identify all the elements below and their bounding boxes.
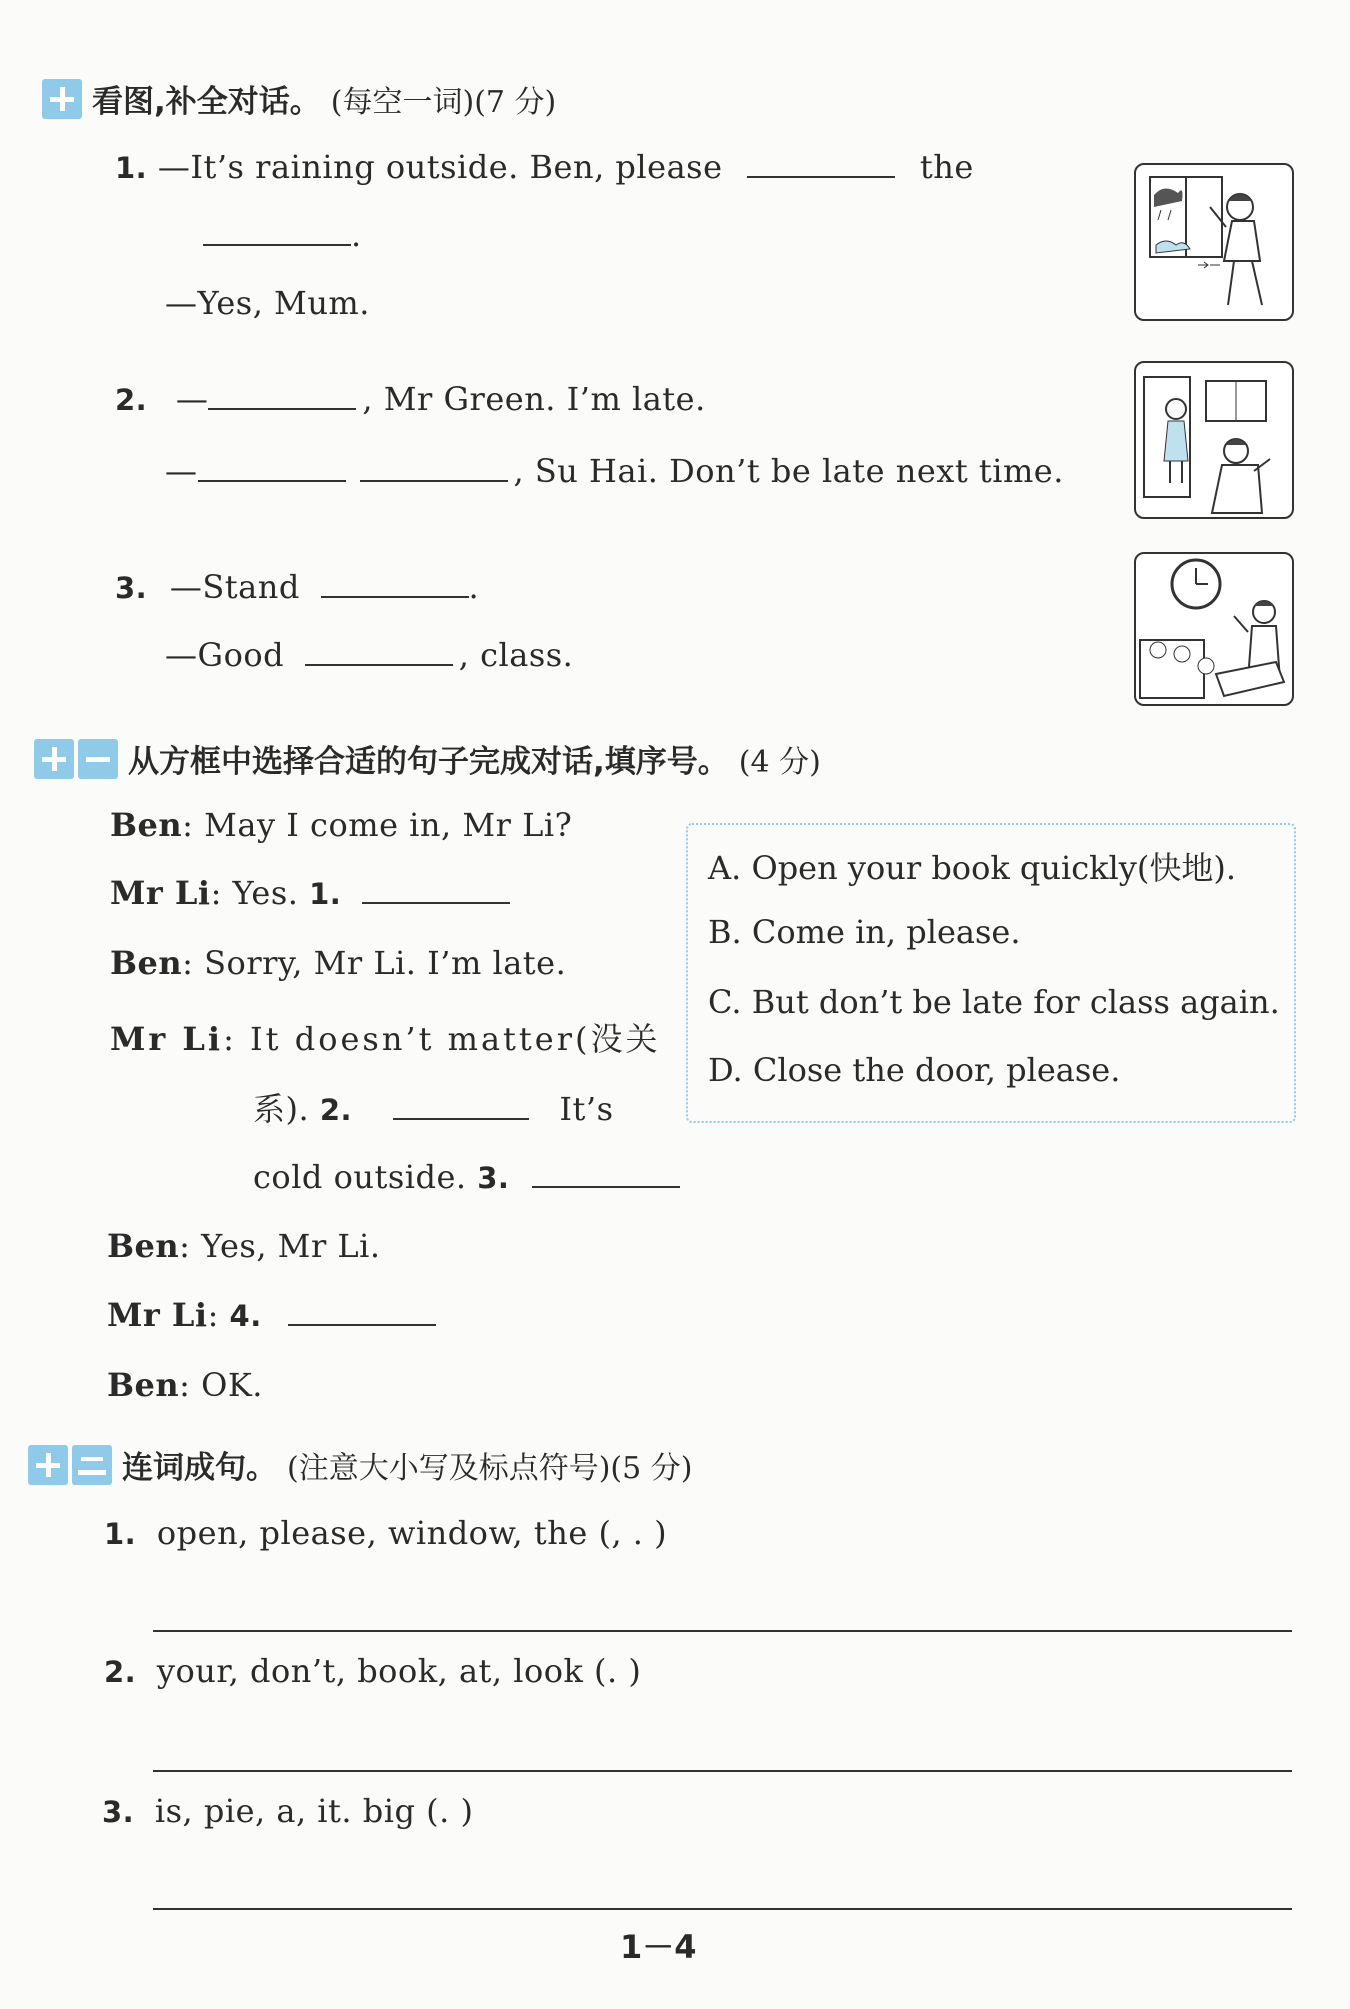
answer-blank[interactable] — [747, 175, 895, 178]
reorder-item-1 — [104, 1514, 667, 1552]
picture-boy-closing-window — [1134, 163, 1294, 321]
dialogue-line-3 — [110, 944, 566, 982]
section-number-badge — [28, 1445, 112, 1485]
dialogue-text: It’s — [559, 1090, 614, 1128]
speaker-name: Mr Li — [107, 1296, 208, 1334]
dialogue-text: —It’s raining outside. Ben, please — [157, 148, 723, 186]
q1-line2 — [203, 216, 362, 254]
dialogue-line-5 — [253, 1084, 613, 1130]
answer-blank[interactable] — [393, 1117, 529, 1120]
q2-line2 — [165, 452, 1064, 490]
answer-blank[interactable] — [305, 663, 453, 666]
dialogue-line-8 — [107, 1296, 436, 1334]
picture-classroom-clock — [1134, 552, 1294, 706]
section-points: (4 分) — [738, 744, 821, 780]
answer-blank[interactable] — [208, 407, 356, 410]
section-points: (每空一词)(7 分) — [330, 84, 557, 120]
option-b: B. Come in, please. — [708, 913, 1021, 951]
dialogue-text: —Stand — [169, 568, 300, 606]
section-title: 从方框中选择合适的句子完成对话,填序号。 — [128, 744, 729, 780]
section-10-header — [42, 76, 556, 121]
speaker-name: Mr Li — [110, 1020, 224, 1058]
q3-line2 — [165, 636, 573, 674]
answer-blank[interactable] — [360, 479, 508, 482]
speaker-name: Ben — [110, 944, 183, 982]
dialogue-text: : Sorry, Mr Li. I’m late. — [182, 944, 567, 982]
dialogue-line-4 — [110, 1014, 661, 1060]
q3-line1 — [115, 568, 479, 606]
dialogue-text: cold outside. — [253, 1158, 467, 1196]
q1-line3: —Yes, Mum. — [165, 284, 370, 322]
speaker-name: Mr Li — [110, 874, 211, 912]
reorder-item-3 — [102, 1792, 473, 1830]
blank-number: 4. — [229, 1299, 262, 1333]
question-number: 3. — [115, 571, 148, 605]
dialogue-text: , Su Hai. Don’t be late next time. — [513, 452, 1064, 490]
speaker-name: Ben — [110, 806, 183, 844]
section-number-badge — [34, 739, 118, 779]
question-number: 3. — [102, 1795, 135, 1829]
word-list: open, please, window, the (, . ) — [156, 1514, 668, 1552]
dialogue-line-1 — [110, 806, 572, 844]
section-points: (注意大小写及标点符号)(5 分) — [287, 1450, 693, 1486]
dialogue-text: : OK. — [179, 1366, 263, 1404]
dialogue-text: : — [207, 1296, 219, 1334]
word-list: your, don’t, book, at, look (. ) — [156, 1652, 642, 1690]
question-number: 1. — [104, 1517, 137, 1551]
picture-late-student — [1134, 361, 1294, 519]
answer-blank[interactable] — [321, 595, 469, 598]
answer-blank[interactable] — [532, 1185, 680, 1188]
question-number: 2. — [115, 383, 148, 417]
blank-number: 2. — [319, 1093, 353, 1127]
word-list: is, pie, a, it. big (. ) — [154, 1792, 474, 1830]
dialogue-text: : Yes, Mr Li. — [179, 1227, 381, 1265]
answer-blank[interactable] — [198, 479, 346, 482]
answer-blank[interactable] — [288, 1323, 436, 1326]
dialogue-line-6 — [253, 1158, 680, 1196]
page-number: 1－4 — [620, 1928, 697, 1966]
answer-line-1[interactable] — [153, 1630, 1292, 1632]
reorder-item-2 — [104, 1652, 641, 1690]
dialogue-text: 系). — [253, 1090, 310, 1128]
punctuation: . — [351, 216, 362, 254]
blank-number: 1. — [309, 877, 342, 911]
dialogue-text: — — [175, 380, 209, 418]
question-number: 1. — [115, 151, 148, 185]
section-title: 连词成句。 — [122, 1450, 277, 1486]
dialogue-text: : It doesn’t matter(没关 — [223, 1020, 661, 1058]
punctuation: . — [468, 568, 480, 606]
section-title: 看图,补全对话。 — [92, 84, 321, 120]
blank-number: 3. — [477, 1161, 510, 1195]
dialogue-text: : Yes. — [210, 874, 299, 912]
answer-blank[interactable] — [203, 243, 351, 246]
section-number-badge — [42, 79, 82, 119]
dialogue-text: , class. — [458, 636, 574, 674]
dialogue-text: : May I come in, Mr Li? — [182, 806, 573, 844]
q2-line1 — [115, 380, 706, 418]
options-box — [686, 823, 1296, 1123]
dialogue-text: —Good — [165, 636, 285, 674]
dialogue-text: the — [919, 148, 974, 186]
dialogue-line-7 — [107, 1227, 381, 1265]
dialogue-text: — — [165, 452, 198, 490]
speaker-name: Ben — [107, 1366, 180, 1404]
section-11-header — [34, 736, 821, 781]
dialogue-line-2 — [110, 874, 510, 912]
question-number: 2. — [104, 1655, 137, 1689]
option-a: A. Open your book quickly(快地). — [708, 849, 1236, 887]
section-12-header — [28, 1442, 692, 1487]
option-c: C. But don’t be late for class again. — [708, 983, 1280, 1021]
answer-line-2[interactable] — [153, 1770, 1292, 1772]
answer-blank[interactable] — [362, 901, 510, 904]
dialogue-text: , Mr Green. I’m late. — [362, 380, 706, 418]
option-d: D. Close the door, please. — [708, 1051, 1121, 1089]
q1-line1 — [115, 148, 974, 186]
speaker-name: Ben — [107, 1227, 180, 1265]
answer-line-3[interactable] — [153, 1908, 1292, 1910]
dialogue-line-9 — [107, 1366, 263, 1404]
